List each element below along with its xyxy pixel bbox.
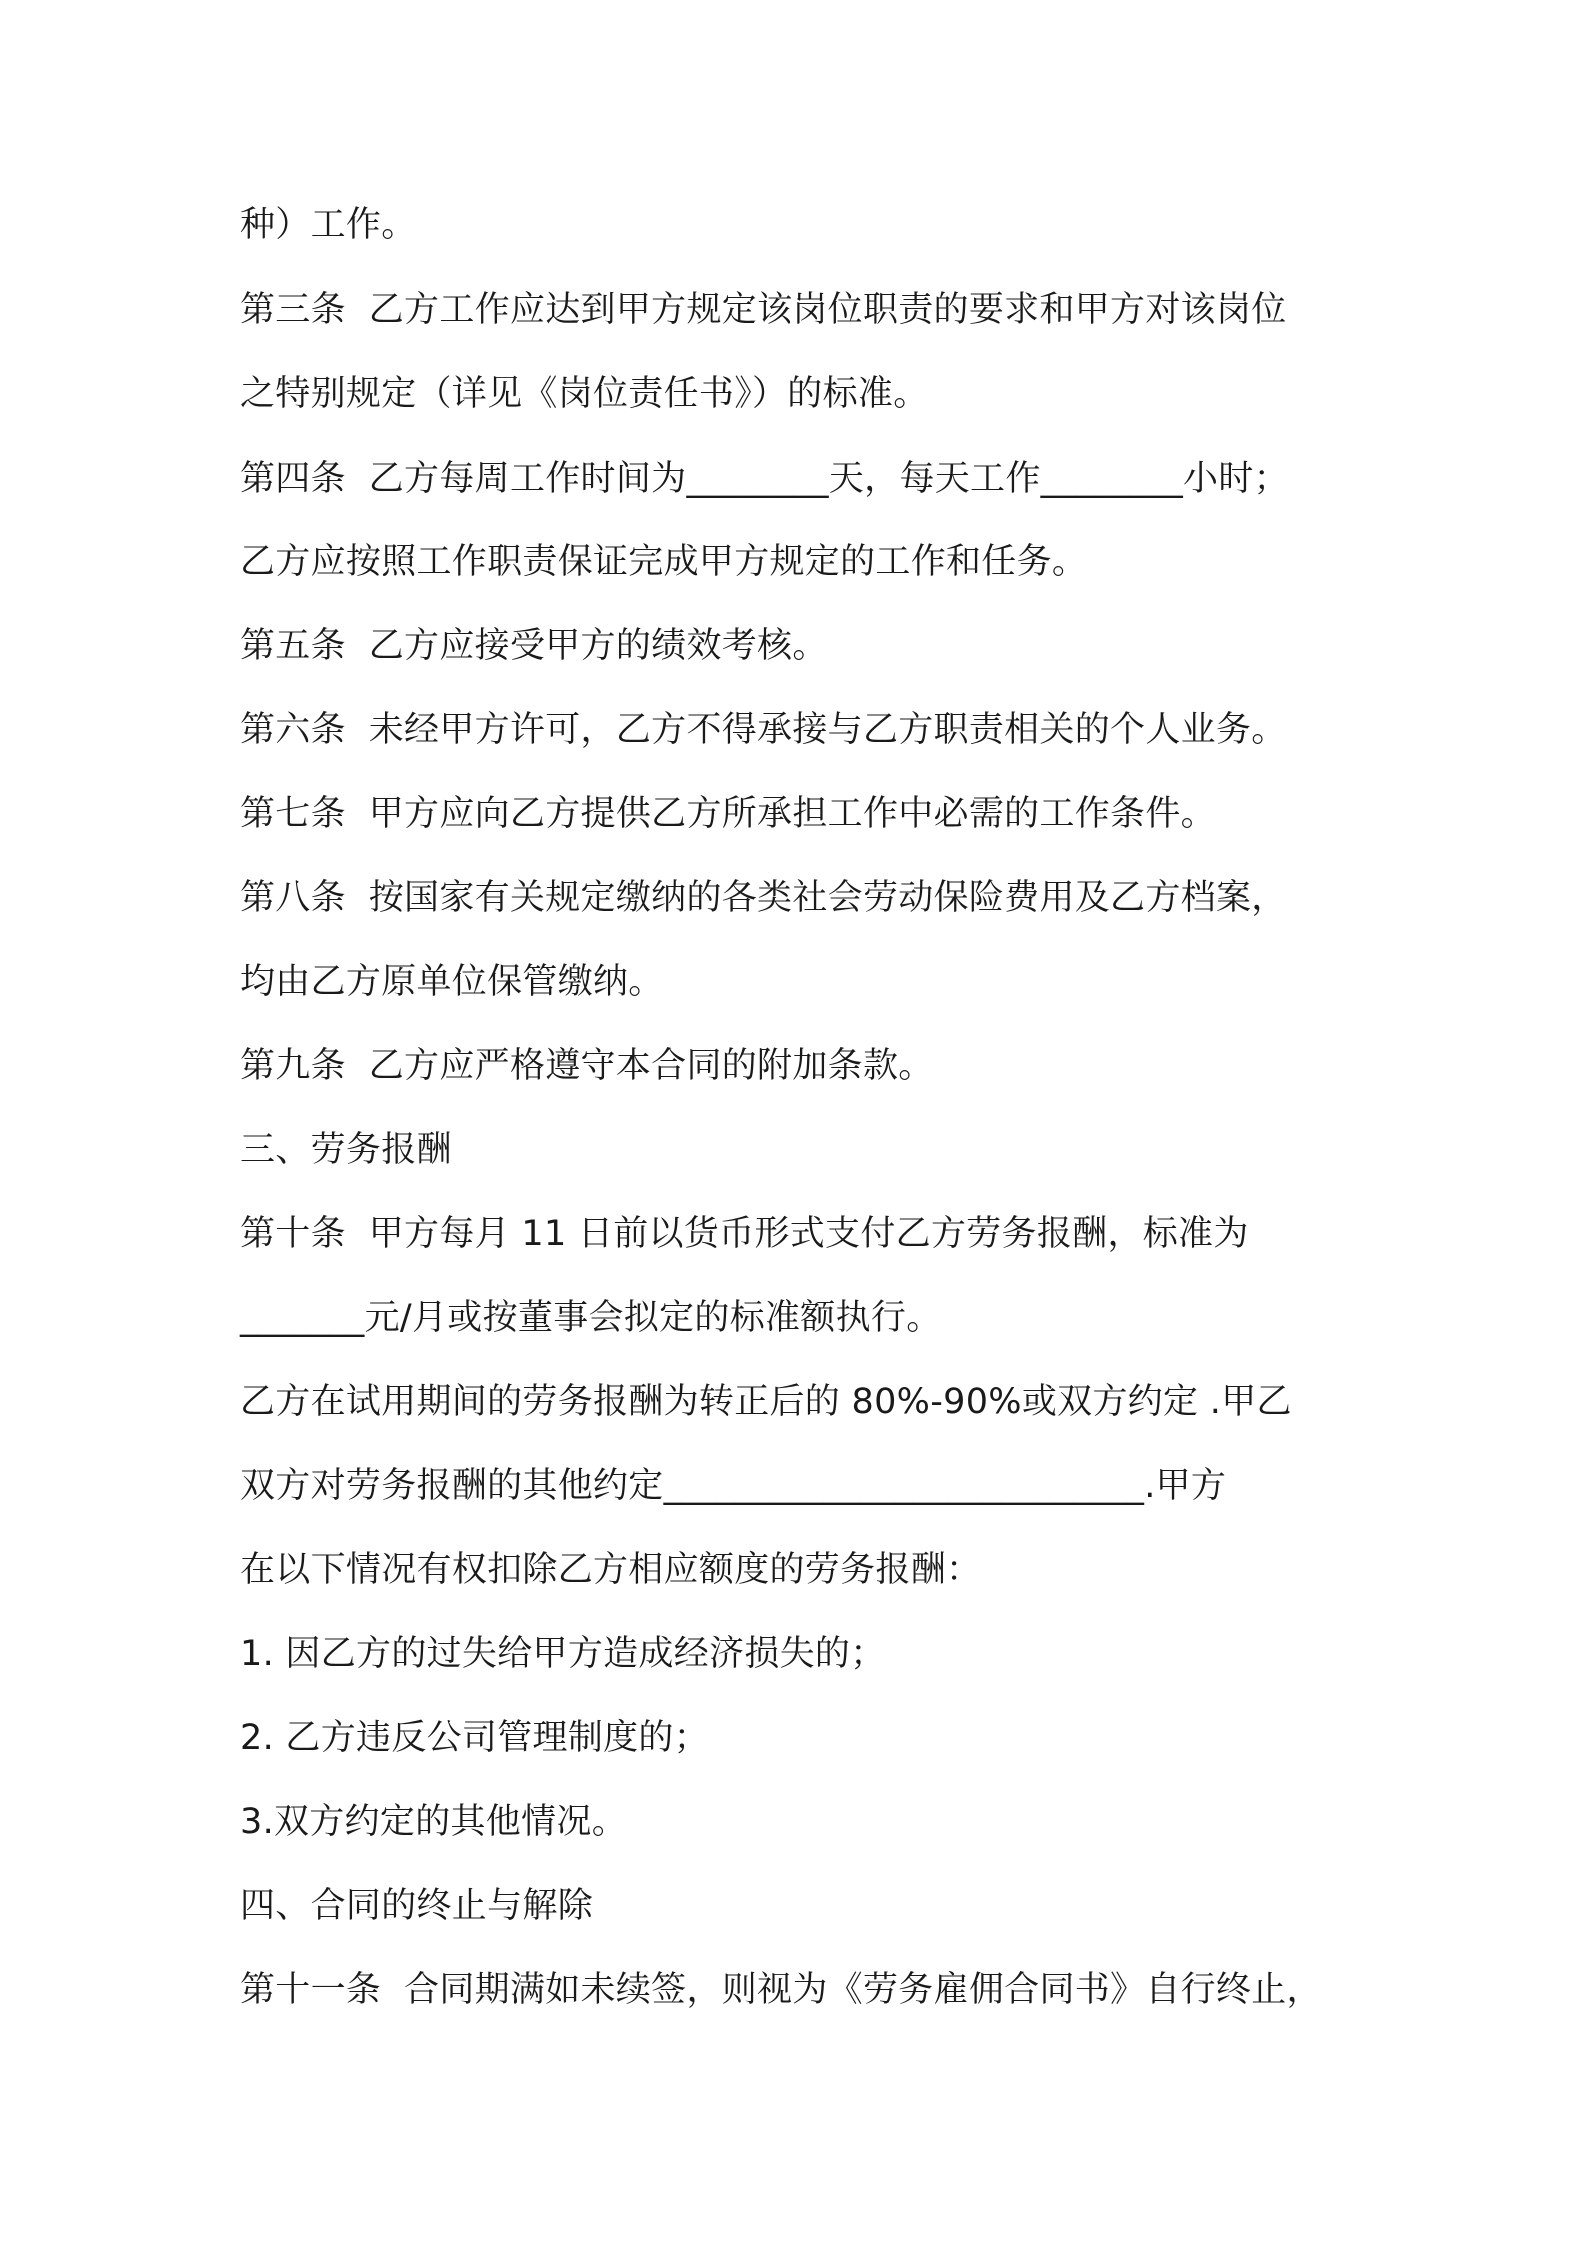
text-line: 乙方在试用期间的劳务报酬为转正后的 80%-90%或双方约定 .甲乙: [240, 1382, 1292, 1422]
text-line: 第五条 乙方应接受甲方的绩效考核。: [240, 626, 828, 666]
text-line: 在以下情况有权扣除乙方相应额度的劳务报酬：: [240, 1550, 982, 1590]
text-line: 第十一条 合同期满如未续签，则视为《劳务雇佣合同书》自行终止，: [240, 1970, 1322, 2010]
section-heading: 三、劳务报酬: [240, 1130, 452, 1170]
text-line: 第六条 未经甲方许可，乙方不得承接与乙方职责相关的个人业务。: [240, 710, 1287, 750]
list-item: 3.双方约定的其他情况。: [240, 1802, 627, 1842]
text-line: 种）工作。: [240, 205, 417, 245]
text-line: 第四条 乙方每周工作时间为________天，每天工作________小时；: [240, 459, 1289, 499]
text-line: 第三条 乙方工作应达到甲方规定该岗位职责的要求和甲方对该岗位: [240, 290, 1287, 330]
text-line: 第七条 甲方应向乙方提供乙方所承担工作中必需的工作条件。: [240, 794, 1216, 834]
text-line: _______元/月或按董事会拟定的标准额执行。: [240, 1298, 942, 1338]
text-line: 第八条 按国家有关规定缴纳的各类社会劳动保险费用及乙方档案，: [240, 878, 1287, 918]
text-line: 第九条 乙方应严格遵守本合同的附加条款。: [240, 1046, 934, 1086]
text-line: 之特别规定（详见《岗位责任书》）的标准。: [240, 374, 929, 414]
text-line: 双方对劳务报酬的其他约定___________________________.甲方: [240, 1466, 1227, 1506]
text-line: 第十条 甲方每月 11 日前以货币形式支付乙方劳务报酬，标准为: [240, 1214, 1249, 1254]
list-item: 2. 乙方违反公司管理制度的；: [240, 1718, 710, 1758]
text-line: 乙方应按照工作职责保证完成甲方规定的工作和任务。: [240, 542, 1088, 582]
list-item: 1. 因乙方的过失给甲方造成经济损失的；: [240, 1634, 886, 1674]
section-heading: 四、合同的终止与解除: [240, 1886, 594, 1926]
text-line: 均由乙方原单位保管缴纳。: [240, 962, 664, 1002]
